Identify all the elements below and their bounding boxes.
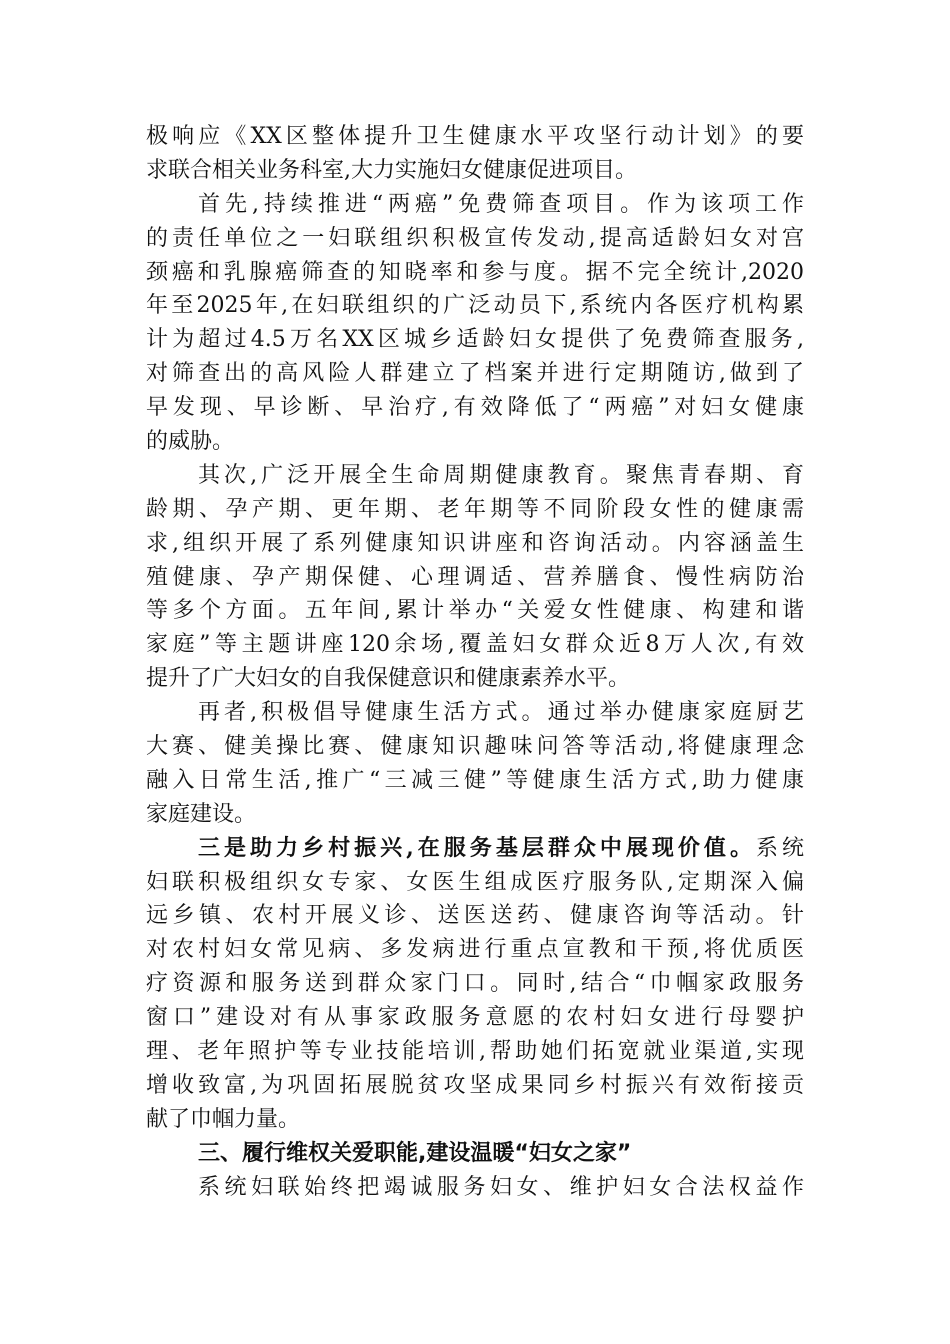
bold-lead-sentence: 三是助力乡村振兴,在服务基层群众中展现价值。 (198, 834, 756, 861)
text-line: 献了巾帼力量。 (146, 1106, 301, 1132)
text-line: 融入日常生活,推广“三减三健”等健康生活方式,助力健康 (146, 767, 804, 793)
paragraph-start: 其次,广泛开展全生命周期健康教育。聚焦青春期、育 (198, 462, 804, 488)
text-line: 大赛、健美操比赛、健康知识趣味问答等活动,将健康理念 (146, 734, 804, 760)
text-line: 提升了广大妇女的自我保健意识和健康素养水平。 (146, 666, 631, 692)
section-heading: 三、履行维权关爱职能,建设温暖“妇女之家” (198, 1140, 632, 1166)
text-line: 对筛查出的高风险人群建立了档案并进行定期随访,做到了 (146, 361, 804, 387)
text-line: 极响应《XX区整体提升卫生健康水平攻坚行动计划》的要 (146, 124, 804, 149)
text-line: 对农村妇女常见病、多发病进行重点宣教和干预,将优质医 (146, 937, 804, 963)
text-line: 的责任单位之一妇联组织积极宣传发动,提高适龄妇女对宫 (146, 225, 804, 251)
text-line: 颈癌和乳腺癌筛查的知晓率和参与度。据不完全统计,2020 (146, 259, 804, 285)
paragraph-start: 再者,积极倡导健康生活方式。通过举办健康家庭厨艺 (198, 700, 804, 726)
paragraph-start: 首先,持续推进“两癌”免费筛查项目。作为该项工作 (198, 191, 804, 217)
text-line: 远乡镇、农村开展义诊、送医送药、健康咨询等活动。针 (146, 903, 804, 929)
document-page (146, 120, 804, 1205)
text-line: 窗口”建设对有从事家政服务意愿的农村妇女进行母婴护 (146, 1005, 804, 1031)
text-line: 疗资源和服务送到群众家门口。同时,结合“巾帼家政服务 (146, 971, 804, 997)
text-run: 系统 (755, 835, 804, 861)
paragraph-start (146, 832, 804, 866)
text-line: 增收致富,为巩固拓展脱贫攻坚成果同乡村振兴有效衔接贡 (146, 1072, 804, 1098)
text-line: 家庭”等主题讲座120余场,覆盖妇女群众近8万人次,有效 (146, 632, 804, 658)
text-line: 早发现、早诊断、早治疗,有效降低了“两癌”对妇女健康 (146, 395, 804, 421)
text-line: 年至2025年,在妇联组织的广泛动员下,系统内各医疗机构累 (146, 293, 804, 319)
text-line: 龄期、孕产期、更年期、老年期等不同阶段女性的健康需 (146, 496, 804, 522)
text-line: 求联合相关业务科室,大力实施妇女健康促进项目。 (146, 157, 637, 183)
text-line: 家庭建设。 (146, 801, 257, 827)
paragraph-start: 系统妇联始终把竭诚服务妇女、维护妇女合法权益作 (198, 1174, 804, 1200)
text-line: 求,组织开展了系列健康知识讲座和咨询活动。内容涵盖生 (146, 530, 804, 556)
text-line: 妇联积极组织女专家、女医生组成医疗服务队,定期深入偏 (146, 869, 804, 895)
text-line: 理、老年照护等专业技能培训,帮助她们拓宽就业渠道,实现 (146, 1039, 804, 1065)
text-line: 殖健康、孕产期保健、心理调适、营养膳食、慢性病防治 (146, 564, 804, 590)
text-line: 等多个方面。五年间,累计举办“关爱女性健康、构建和谐 (146, 598, 804, 624)
text-line: 的威胁。 (146, 429, 235, 455)
text-line: 计为超过4.5万名XX区城乡适龄妇女提供了免费筛查服务, (146, 327, 804, 353)
